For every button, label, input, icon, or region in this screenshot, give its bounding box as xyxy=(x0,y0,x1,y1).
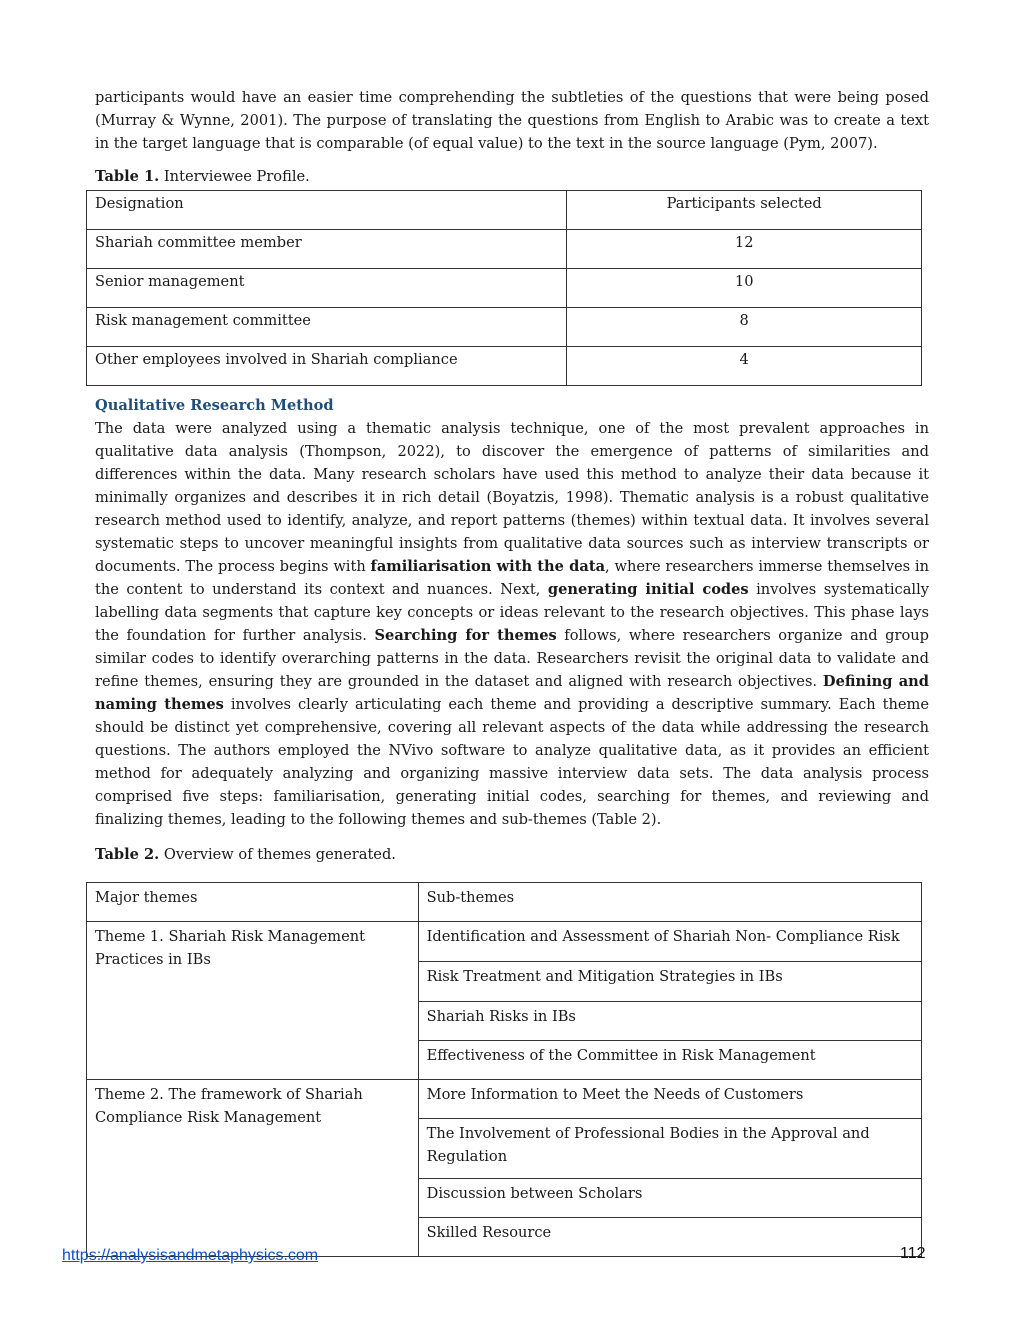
count-cell: 4 xyxy=(567,347,922,386)
table1-caption-label: Table 1. xyxy=(95,168,160,185)
sub-theme-cell: Identification and Assessment of Shariah Non- Compliance Risk xyxy=(418,922,921,962)
bold-term: Searching for themes xyxy=(374,627,557,644)
paragraph-text: follows, where researchers organize and group similar codes to identify overarching patterns in the data. Researchers revisit the original data to validate and refine themes, ensuring they are grounded in the dataset and aligned with research objectives. xyxy=(95,627,929,690)
sub-theme-cell: The Involvement of Professional Bodies in the Approval and Regulation xyxy=(418,1119,921,1179)
sub-theme-cell: Risk Treatment and Mitigation Strategies in IBs xyxy=(418,962,921,1002)
table1-interviewee-profile xyxy=(86,190,922,386)
intro-paragraph: participants would have an easier time comprehending the subtleties of the questions that were being posed (Murray & Wynne, 2001). The purpose of translating the questions from English to Arabic was to create a text in the target language that is comparable (of equal value) to the text in the source language (Pym, 2007). xyxy=(95,89,929,152)
paragraph-text: , where researchers immerse themselves in the content to understand its context and nuances. Next, xyxy=(95,558,929,598)
paragraph-text: involves systematically labelling data segments that capture key concepts or ideas relevant to the research objectives. This phase lays the foundation for further analysis. xyxy=(95,581,929,644)
header-designation: Designation xyxy=(87,191,567,230)
section-paragraph xyxy=(95,417,929,831)
bold-term: Defining and naming themes xyxy=(95,673,930,713)
table2-caption-text: Overview of themes generated. xyxy=(159,846,396,863)
table-row xyxy=(87,308,922,347)
footer-website-link[interactable]: https://analysisandmetaphysics.com xyxy=(62,1247,319,1264)
table-row xyxy=(87,269,922,308)
sub-theme-cell: More Information to Meet the Needs of Customers xyxy=(418,1080,921,1119)
designation-cell: Senior management xyxy=(87,269,567,308)
table2-caption xyxy=(95,843,929,866)
table-row xyxy=(87,922,922,962)
count-cell: 12 xyxy=(567,230,922,269)
count-cell: 10 xyxy=(567,269,922,308)
table-row xyxy=(87,1080,922,1119)
designation-cell: Other employees involved in Shariah compliance xyxy=(87,347,567,386)
section-heading: Qualitative Research Method xyxy=(95,397,334,414)
designation-cell: Shariah committee member xyxy=(87,230,567,269)
table2-themes-overview xyxy=(86,882,922,1257)
table1-caption xyxy=(95,165,929,188)
table-header-row xyxy=(87,191,922,230)
table-header-row xyxy=(87,883,922,922)
sub-theme-cell: Shariah Risks in IBs xyxy=(418,1002,921,1041)
designation-cell: Risk management committee xyxy=(87,308,567,347)
page-content xyxy=(95,86,929,1257)
bold-term: generating initial codes xyxy=(547,581,749,598)
major-theme-cell: Theme 2. The framework of Shariah Compliance Risk Management xyxy=(87,1080,419,1257)
count-cell: 8 xyxy=(567,308,922,347)
header-participants: Participants selected xyxy=(567,191,922,230)
page-number: 112 xyxy=(900,1245,926,1262)
paragraph-text: The data were analyzed using a thematic analysis technique, one of the most prevalent approaches in qualitative data analysis (Thompson, 2022), to discover the emergence of patterns of similarities and differences within the data. Many research scholars have used this method to analyze their data because it minimally organizes and describes it in rich detail (Boyatzis, 1998). Thematic analysis is a robust qualitative research method used to identify, analyze, and report patterns (themes) within textual data. It involves several systematic steps to uncover meaningful insights from qualitative data sources such as interview transcripts or documents. The process begins with xyxy=(95,420,929,575)
sub-theme-cell: Skilled Resource xyxy=(418,1218,921,1257)
sub-theme-cell: Effectiveness of the Committee in Risk Management xyxy=(418,1041,921,1080)
header-major-themes: Major themes xyxy=(87,883,419,922)
paragraph-text: involves clearly articulating each theme and providing a descriptive summary. Each theme should be distinct yet comprehensive, covering all relevant aspects of the data while addressing the research questions. The authors employed the NVivo software to analyze qualitative data, as it provides an efficient method for adequately analyzing and organizing massive interview data sets. The data analysis process comprised five steps: familiarisation, generating initial codes, searching for themes, and reviewing and finalizing themes, leading to the following themes and sub-themes (Table 2). xyxy=(95,696,929,828)
header-sub-themes: Sub-themes xyxy=(418,883,921,922)
table2-caption-label: Table 2. xyxy=(95,846,160,863)
table-row xyxy=(87,347,922,386)
table1-caption-text: Interviewee Profile. xyxy=(159,168,310,185)
sub-theme-cell: Discussion between Scholars xyxy=(418,1179,921,1218)
major-theme-cell: Theme 1. Shariah Risk Management Practices in IBs xyxy=(87,922,419,1080)
bold-term: familiarisation with the data xyxy=(370,558,606,575)
table-row xyxy=(87,230,922,269)
